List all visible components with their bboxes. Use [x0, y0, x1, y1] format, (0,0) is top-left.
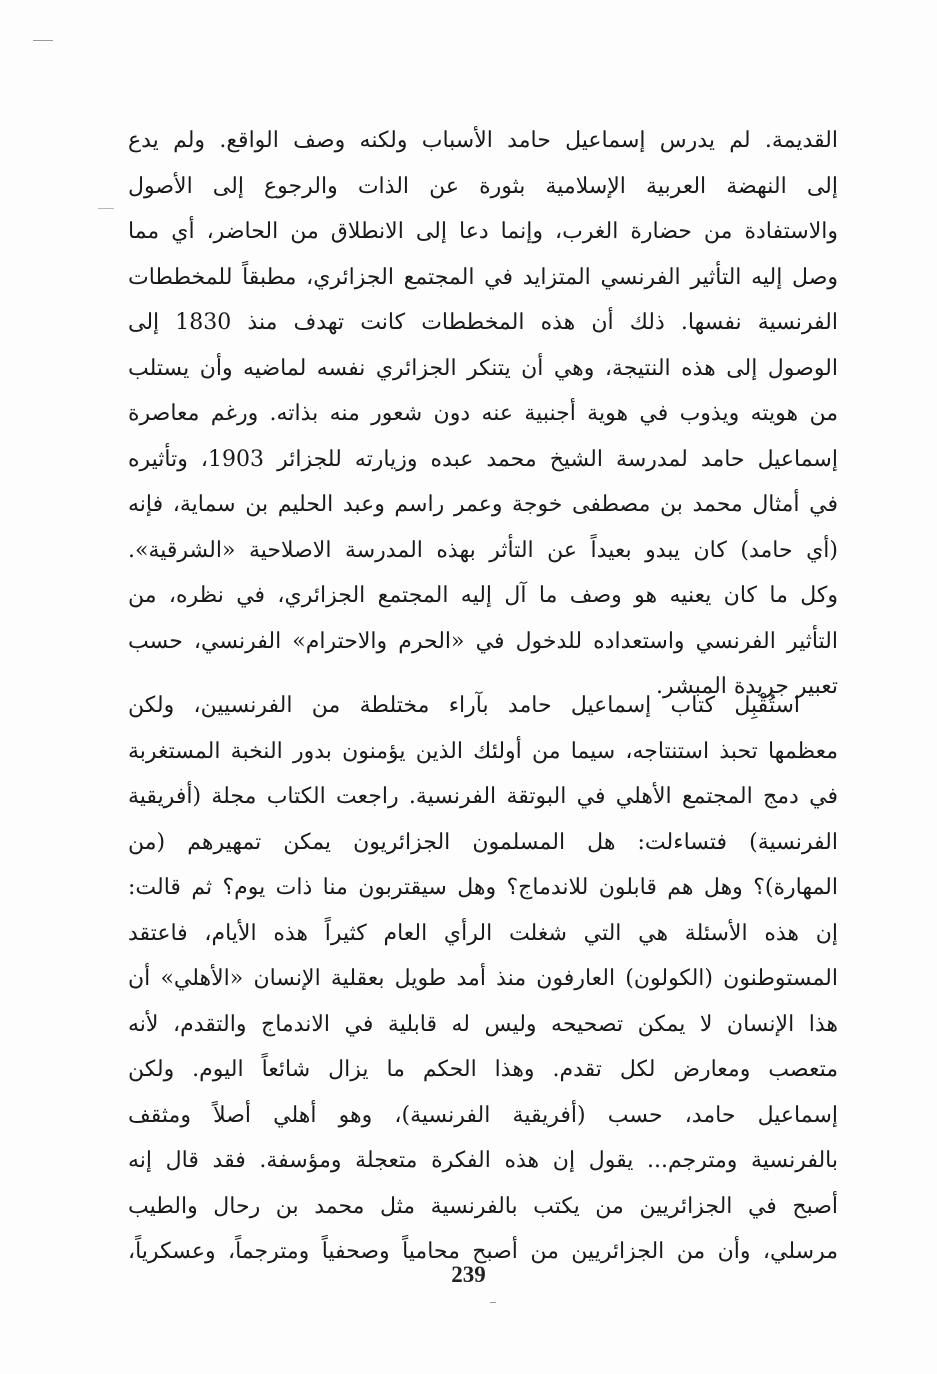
- scan-artifact-mark: [33, 40, 53, 41]
- text-line: التأثير الفرنسي واستعداده للدخول في «الحرم والاحترام» الفرنسي، حسب: [128, 628, 838, 654]
- text-line: تعبير جريدة المبشر.: [655, 674, 838, 699]
- text-line: وكل ما كان يعنيه هو وصف ما آل إليه المجتمع الجزائري، في نظره، من: [128, 583, 838, 608]
- text-line: في دمج المجتمع الأهلي في البوتقة الفرنسية. راجعت الكتاب مجلة (أفريقية: [128, 784, 838, 809]
- text-line: متعصب ومعارض لكل تقدم. وهذا الحكم ما يزال شائعاً اليوم. ولكن: [128, 1057, 838, 1082]
- text-line: القديمة. لم يدرس إسماعيل حامد الأسباب ولكنه وصف الواقع. ولم يدع: [128, 128, 838, 153]
- text-line: معظمها تحبذ استنتاجه، سيما من أولئك الذين يؤمنون بدور النخبة المستغربة: [128, 738, 838, 764]
- text-line: من هويته ويذوب في هوية أجنبية عنه دون شعور منه بذاته. ورغم معاصرة: [128, 401, 838, 426]
- text-line: استُقْبِل كتاب إسماعيل حامد بآراء مختلطة من الفرنسيين، ولكن: [128, 693, 800, 718]
- text-line: إلى النهضة العربية الإسلامية بثورة عن الذات والرجوع إلى الأصول: [128, 173, 838, 199]
- text-line: المهارة)؟ وهل هم قابلون للاندماج؟ وهل سيقتربون منا ذات يوم؟ ثم قالت:: [128, 875, 838, 900]
- text-line: في أمثال محمد بن مصطفى خوجة وعمر راسم وعبد الحليم بن سماية، فإنه: [128, 492, 838, 517]
- text-line: الوصول إلى هذه النتيجة، وهي أن يتنكر الجزائري نفسه لماضيه وأن يستلب: [128, 355, 838, 381]
- text-line: المستوطنون (الكولون) العارفون منذ أمد طويل بعقلية الإنسان «الأهلي» أن: [128, 966, 838, 991]
- text-line: والاستفادة من حضارة الغرب، وإنما دعا إلى الانطلاق من الحاضر، أي مما: [128, 219, 838, 244]
- text-line: بالفرنسية ومترجم... يقول إن هذه الفكرة متعجلة ومؤسفة. فقد قال إنه: [128, 1148, 838, 1173]
- text-line: أصبح في الجزائريين من يكتب بالفرنسية مثل محمد بن رحال والطيب: [128, 1193, 838, 1219]
- text-line: إسماعيل حامد لمدرسة الشيخ محمد عبده وزيارته للجزائر 1903، وتأثيره: [128, 446, 838, 472]
- text-line: إن هذه الأسئلة هي التي شغلت الرأي العام كثيراً هذه الأيام، فاعتقد: [128, 920, 838, 946]
- text-line: الفرنسية نفسها. ذلك أن هذه المخططات كانت تهدف منذ 1830 إلى: [128, 310, 838, 335]
- text-line: إسماعيل حامد، حسب (أفريقية الفرنسية)، وهو أهلي أصلاً ومثقف: [128, 1102, 838, 1128]
- paragraph-2: [128, 683, 838, 1275]
- paragraph-1: [128, 118, 838, 710]
- scan-artifact-dot: [490, 1302, 496, 1303]
- text-line: مرسلي، وأن من الجزائريين من أصبح محامياً وصحفياً ومترجماً، وعسكرياً،: [128, 1239, 838, 1264]
- scan-artifact-mark: [98, 208, 114, 209]
- text-line: هذا الإنسان لا يمكن تصحيحه وليس له قابلية في الاندماج والتقدم، لأنه: [128, 1011, 838, 1037]
- page-number: 239: [451, 1262, 486, 1287]
- text-line: وصل إليه التأثير الفرنسي المتزايد في المجتمع الجزائري، مطبقاً للمخططات: [128, 264, 838, 290]
- text-line: الفرنسية) فتساءلت: هل المسلمون الجزائريون يمكن تمهيرهم (من: [128, 829, 838, 855]
- text-line: (أي حامد) كان يبدو بعيداً عن التأثر بهذه المدرسة الاصلاحية «الشرقية».: [128, 537, 838, 563]
